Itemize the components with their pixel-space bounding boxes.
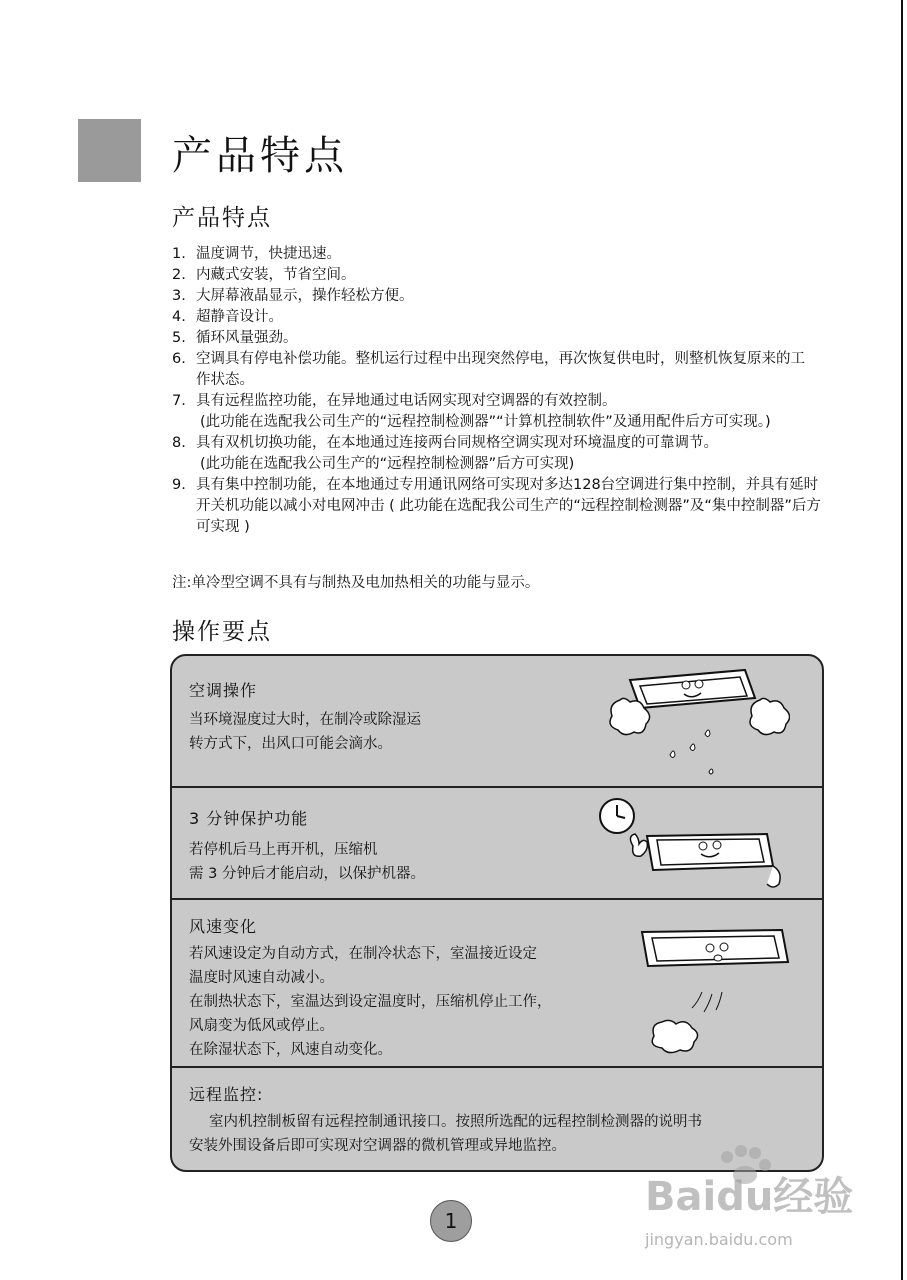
feature-item: 2. 内藏式安装，节省空间。 <box>172 267 356 283</box>
section-marker <box>78 119 141 182</box>
box-text-line: 在除湿状态下，风速自动变化。 <box>189 1042 392 1058</box>
operation-panel <box>170 654 824 1172</box>
box-title: 远程监控: <box>189 1085 264 1104</box>
box-text-line: 需 3 分钟后才能启动，以保护机器。 <box>189 866 425 882</box>
operation-box-ac <box>172 656 822 786</box>
box-title: 3 分钟保护功能 <box>189 809 309 828</box>
features-note: 注:单冷型空调不具有与制热及电加热相关的功能与显示。 <box>172 575 540 591</box>
dripping-ac-cartoon-icon <box>600 660 790 780</box>
operation-box-fan-speed <box>172 900 822 1066</box>
feature-item: 9. 具有集中控制功能，在本地通过专用通讯网络可实现对多达128台空调进行集中控制，并具有延时开关机功能以减小对电网冲击 ( 此功能在选配我公司生产的“远程控制检测器”及“集中控制器”后方可实现 ) <box>172 477 821 535</box>
features-list <box>172 244 832 538</box>
page-edge-line <box>901 0 903 1280</box>
box-text-line: 若风速设定为自动方式，在制冷状态下，室温接近设定 <box>189 946 537 962</box>
baidu-watermark <box>645 1145 865 1275</box>
operation-heading: 操作要点 <box>172 619 272 645</box>
box-text-line: 室内机控制板留有远程控制通讯接口。按照所选配的远程控制检测器的说明书 <box>209 1114 702 1130</box>
feature-item: 7. 具有远程监控功能，在异地通过电话网实现对空调器的有效控制。 (此功能在选配我公司生产的“远程控制检测器”“计算机控制软件”及通用配件后方可实现。) <box>172 391 832 433</box>
box-text-line: 安装外围设备后即可实现对空调器的微机管理或异地监控。 <box>189 1138 566 1154</box>
feature-item: 3. 大屏幕液晶显示，操作轻松方便。 <box>172 288 414 304</box>
box-title: 风速变化 <box>189 917 258 936</box>
windy-ac-cartoon-icon <box>632 922 802 1062</box>
clock-ac-cartoon-icon <box>597 796 797 896</box>
feature-item: 6. 空调具有停电补偿功能。整机运行过程中出现突然停电，再次恢复供电时，则整机恢复原来的工作状态。 <box>172 351 805 388</box>
box-title: 空调操作 <box>189 681 258 700</box>
box-text-line: 风扇变为低风或停止。 <box>189 1018 334 1034</box>
box-text-line: 在制热状态下，室温达到设定温度时，压缩机停止工作， <box>189 994 552 1010</box>
page-title: 产品特点 <box>172 133 348 179</box>
watermark-url: jingyan.baidu.com <box>645 1230 793 1249</box>
box-text-line: 转方式下，出风口可能会滴水。 <box>189 736 392 752</box>
box-text-line: 温度时风速自动减小。 <box>189 970 334 986</box>
box-text-line: 若停机后马上再开机，压缩机 <box>189 842 378 858</box>
box-text-line: 当环境湿度过大时，在制冷或除湿运 <box>189 712 421 728</box>
feature-item-note: (此功能在选配我公司生产的“远程控制检测器”后方可实现) <box>200 456 575 472</box>
feature-item: 1. 温度调节，快捷迅速。 <box>172 246 341 262</box>
features-heading: 产品特点 <box>172 205 272 231</box>
feature-item: 4. 超静音设计。 <box>172 309 283 325</box>
feature-item: 5. 循环风量强劲。 <box>172 330 298 346</box>
operation-box-protection <box>172 788 822 898</box>
page-number: 1 <box>430 1200 472 1242</box>
feature-item-note: (此功能在选配我公司生产的“远程控制检测器”“计算机控制软件”及通用配件后方可实现。) <box>200 414 771 430</box>
watermark-text: Baidu经验 <box>645 1174 854 1220</box>
feature-item: 8. 具有双机切换功能，在本地通过连接两台同规格空调实现对环境温度的可靠调节。 (此功能在选配我公司生产的“远程控制检测器”后方可实现) <box>172 433 832 475</box>
